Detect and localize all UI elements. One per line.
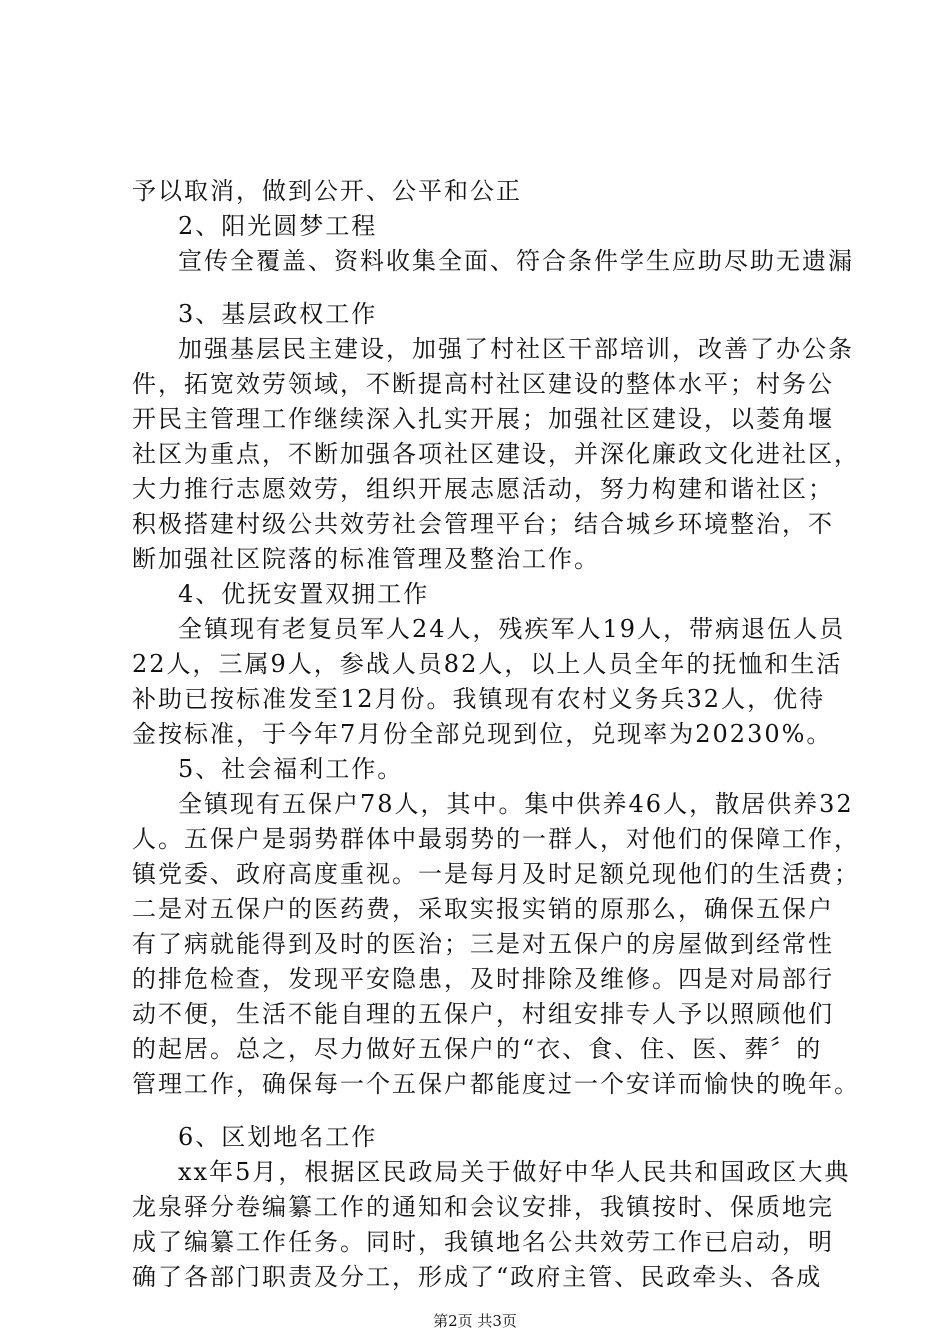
text-line: 二是对五保户的医药费，采取实报实销的原那么，确保五保户 xyxy=(132,895,834,923)
text-line: 大力推行志愿效劳，组织开展志愿活动，努力构建和谐社区； xyxy=(132,475,834,503)
text-line: 积极搭建村级公共效劳社会管理平台；结合城乡环境整治，不 xyxy=(132,510,834,538)
text-line: 宣传全覆盖、资料收集全面、符合条件学生应助尽助无遗漏 xyxy=(178,247,854,275)
section-heading: 5、社会福利工作。 xyxy=(178,755,404,783)
text-line: 成了编纂工作任务。同时，我镇地名公共效劳工作已启动，明 xyxy=(132,1228,834,1256)
text-line: xx年5月，根据区民政局关于做好中华人民共和国政区大典 xyxy=(178,1158,851,1186)
text-line: 镇党委、政府高度重视。一是每月及时足额兑现他们的生活费； xyxy=(132,860,860,888)
section-heading: 4、优抚安置双拥工作 xyxy=(178,580,430,608)
text-line: 补助已按标准发至12月份。我镇现有农村义务兵32人，优待 xyxy=(132,685,826,713)
text-line: 确了各部门职责及分工，形成了“政府主管、民政牵头、各成 xyxy=(132,1263,823,1291)
text-line: 社区为重点，不断加强各项社区建设，并深化廉政文化进社区， xyxy=(132,440,860,468)
text-line: 金按标准，于今年7月份全部兑现到位，兑现率为20230%。 xyxy=(132,720,833,748)
text-line: 予以取消，做到公开、公平和公正 xyxy=(132,177,522,205)
text-line: 人。五保户是弱势群体中最弱势的一群人，对他们的保障工作， xyxy=(132,825,860,853)
section-heading: 2、阳光圆梦工程 xyxy=(178,212,378,240)
text-line: 件，拓宽效劳领域，不断提高村社区建设的整体水平；村务公 xyxy=(132,370,834,398)
page-footer: 第2页 共3页 xyxy=(433,1312,517,1330)
text-line: 全镇现有老复员军人24人，残疾军人19人，带病退伍人员 xyxy=(178,615,846,643)
section-heading: 3、基层政权工作 xyxy=(178,300,378,328)
text-line: 开民主管理工作继续深入扎实开展；加强社区建设，以菱角堰 xyxy=(132,405,834,433)
text-line: 龙泉驿分卷编纂工作的通知和会议安排，我镇按时、保质地完 xyxy=(132,1193,834,1221)
text-line: 动不便，生活不能自理的五保户，村组安排专人予以照顾他们 xyxy=(132,1000,834,1028)
text-line: 的排危检查，发现平安隐患，及时排除及维修。四是对局部行 xyxy=(132,965,834,993)
text-line: 管理工作，确保每一个五保户都能度过一个安详而愉快的晚年。 xyxy=(132,1070,860,1098)
text-line: 有了病就能得到及时的医治；三是对五保户的房屋做到经常性 xyxy=(132,930,834,958)
text-line: 全镇现有五保户78人，其中。集中供养46人，散居供养32 xyxy=(178,790,854,818)
section-heading: 6、区划地名工作 xyxy=(178,1123,378,1151)
text-line: 的起居。总之，尽力做好五保户的“衣、食、住、医、葬〞的 xyxy=(132,1035,823,1063)
text-line: 断加强社区院落的标准管理及整治工作。 xyxy=(132,545,600,573)
text-line: 加强基层民主建设，加强了村社区干部培训，改善了办公条 xyxy=(178,335,854,363)
text-line: 22人，三属9人，参战人员82人，以上人员全年的抚恤和生活 xyxy=(132,650,843,678)
